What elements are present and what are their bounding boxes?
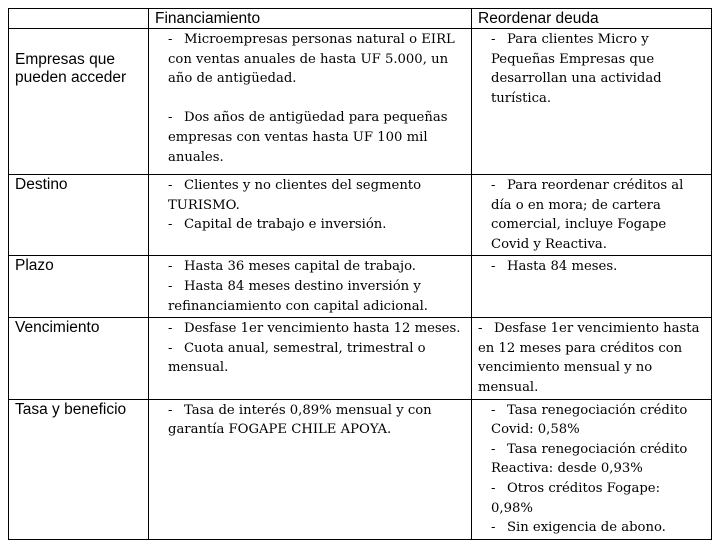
cell-reo-empresas [472,29,712,175]
list-item: - Dos años de antigüedad para pequeñas empresas con ventas hasta UF 100 mil anuales. [168,110,448,165]
list-item: - Hasta 84 meses destino inversión y refinanciamiento con capital adicional. [168,278,428,314]
row-plazo [9,256,712,318]
cell-reo-vencimiento [472,318,712,399]
row-label-empresas: Empresas que pueden acceder [9,29,149,175]
header-empty-cell [9,9,149,29]
cell-fin-vencimiento [149,318,472,399]
row-label-tasa: Tasa y beneficio [9,399,149,539]
cell-reo-tasa [472,399,712,539]
list-item: - Hasta 84 meses. [491,259,618,275]
list-item: - Para reordenar créditos al día o en mora; de cartera comercial, incluye Fogape Covid y Reactiva. [491,178,684,252]
row-label-plazo: Plazo [9,256,149,318]
row-label-vencimiento: Vencimiento [9,318,149,399]
row-empresas [9,29,712,175]
row-vencimiento [9,318,712,399]
cell-fin-empresas [149,29,472,175]
cell-reo-plazo [472,256,712,318]
list-item: - Otros créditos Fogape: 0,98% [491,480,661,516]
cell-fin-destino [149,175,472,256]
list-item: - Cuota anual, semestral, trimestral o mensual. [168,340,426,376]
list-item: - Tasa de interés 0,89% mensual y con garantía FOGAPE CHILE APOYA. [168,402,432,438]
cell-fin-tasa [149,399,472,539]
header-financiamiento: Financiamiento [149,9,472,29]
comparison-table [8,8,712,540]
list-item: - Clientes y no clientes del segmento TURISMO. [168,178,422,213]
list-item: - Desfase 1er vencimiento hasta 12 meses. [168,321,461,337]
row-tasa [9,399,712,539]
list-item: - Hasta 36 meses capital de trabajo. [168,259,416,275]
row-label-destino: Destino [9,175,149,256]
list-item: - Tasa renegociación crédito Covid: 0,58% [491,402,688,438]
cell-fin-plazo [149,256,472,318]
header-row [9,9,712,29]
list-item: - Desfase 1er vencimiento hasta en 12 meses para créditos con vencimiento mensual y no mensual. [478,321,700,395]
list-item: - Tasa renegociación crédito Reactiva: desde 0,93% [491,441,688,477]
list-item: - Microempresas personas natural o EIRL con ventas anuales de hasta UF 5.000, un año de antigüedad. [168,32,455,87]
list-item: - Capital de trabajo e inversión. [168,217,387,233]
cell-reo-destino [472,175,712,256]
list-item: - Sin exigencia de abono. [491,520,666,536]
row-destino [9,175,712,256]
header-reordenar-deuda: Reordenar deuda [472,9,712,29]
list-item: - Para clientes Micro y Pequeñas Empresas que desarrollan una actividad turística. [491,32,662,106]
